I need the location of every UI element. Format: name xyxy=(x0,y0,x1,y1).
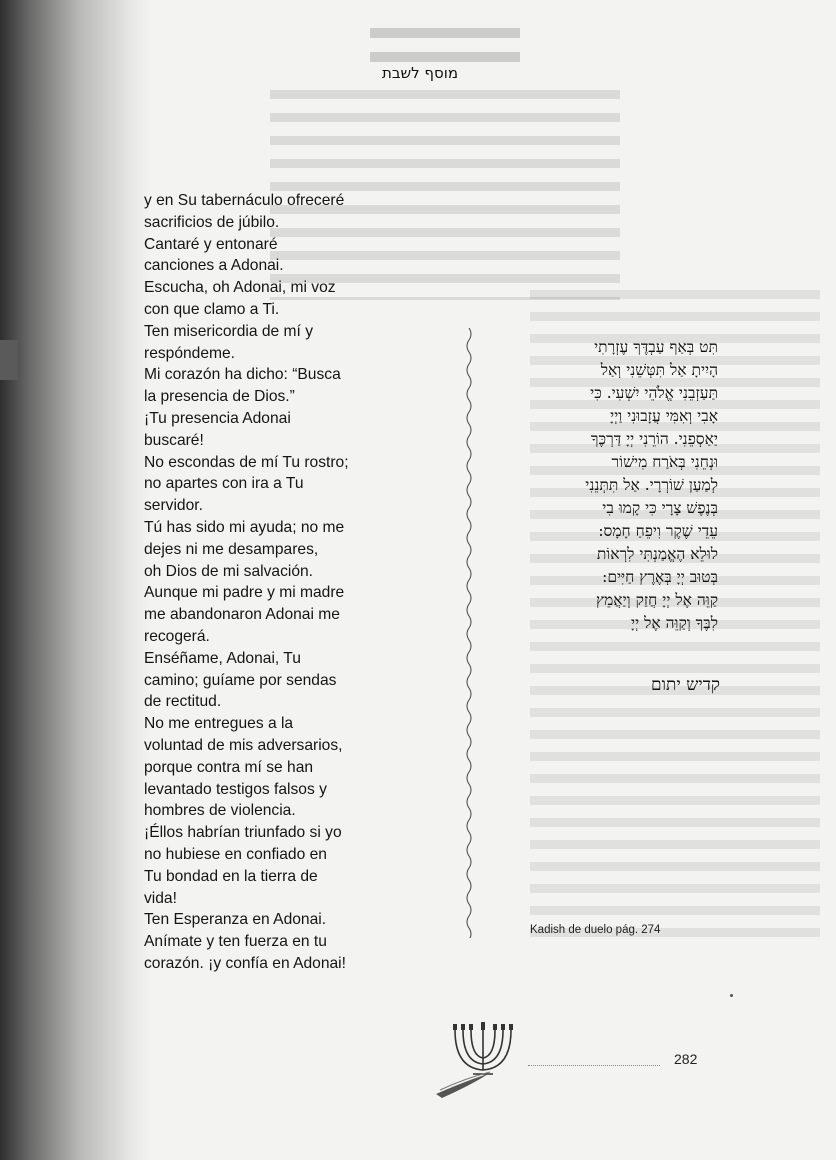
hebrew-line: תִּט בְּאַף עַבְדֶּךָ עֶזְרָתִי xyxy=(594,338,718,356)
spanish-line: ¡Éllos habrían triunfado si yo xyxy=(144,824,342,842)
binding-mark xyxy=(0,340,18,380)
spanish-line: Tú has sido mi ayuda; no me xyxy=(144,518,345,536)
spanish-translation-column xyxy=(144,190,384,975)
footer-dotted-rule xyxy=(528,1065,660,1066)
spanish-line: Aunque mi padre y mi madre xyxy=(144,584,345,602)
spanish-line: me abandonaron Adonai me xyxy=(144,606,340,624)
spanish-line: corazón. ¡y confía en Adonai! xyxy=(144,954,346,972)
spanish-line: la presencia de Dios.” xyxy=(144,388,295,406)
page-title-hebrew: מוסף לשבת xyxy=(381,64,459,82)
hebrew-line: יַאַסְפֵנִי. הוֹרֵנִי יְיָ דַּרְכֶּךָ xyxy=(590,430,718,448)
spanish-line: Tu bondad en la tierra de xyxy=(144,867,318,885)
spanish-line: no hubiese en confiado en xyxy=(144,845,327,863)
hebrew-line: לוּלֵא הֶאֱמַנְתִּי לִרְאוֹת xyxy=(596,545,718,563)
kadish-page-reference: Kadish de duelo pág. 274 xyxy=(530,924,661,936)
spanish-line: porque contra mí se han xyxy=(144,758,314,776)
spanish-line: Enséñame, Adonai, Tu xyxy=(144,649,301,667)
spanish-line: Ten misericordia de mí y xyxy=(144,322,313,340)
spanish-line: canciones a Adonai. xyxy=(144,257,284,275)
spanish-line: oh Dios de mi salvación. xyxy=(144,562,314,580)
hebrew-line: בְּנֶפֶשׁ צָרָי כִּי קָמוּ בִי xyxy=(602,499,718,517)
menorah-icon xyxy=(428,1018,538,1100)
spanish-line: no apartes con ira a Tu xyxy=(144,475,304,493)
hebrew-line: תַּעַזְבֵנִי אֱלֹהֵי יִשְׁעִי. כִּי xyxy=(590,384,718,402)
hebrew-line: וּנְחֵנִי בְּאֹרַח מִישׁוֹר xyxy=(611,453,718,471)
spanish-line: No me entregues a la xyxy=(144,715,294,733)
spanish-line: sacrificios de júbilo. xyxy=(144,213,280,231)
page-number: 282 xyxy=(674,1051,698,1067)
spanish-line: Cantaré y entonaré xyxy=(144,235,278,253)
hebrew-line: עֵדֵי שֶׁקֶר וִיפֵחַ חָמָס: xyxy=(598,522,718,540)
spanish-line: Mi corazón ha dicho: “Busca xyxy=(144,366,341,384)
spanish-line: recogerá. xyxy=(144,627,210,645)
spanish-line: de rectitud. xyxy=(144,693,222,711)
spanish-line: levantado testigos falsos y xyxy=(144,780,327,798)
hebrew-line: אָבִי וְאִמִּי עֲזָבוּנִי וַיְיָ xyxy=(610,407,718,425)
scan-speck xyxy=(730,994,733,997)
spanish-line: camino; guíame por sendas xyxy=(144,671,337,689)
hebrew-line: הָיִיתָ אַל תִּטְּשֵׁנִי וְאַל xyxy=(600,361,718,379)
spanish-line: No escondas de mí Tu rostro; xyxy=(144,453,349,471)
column-divider-wavy xyxy=(462,328,476,938)
spanish-line: respóndeme. xyxy=(144,344,236,362)
hebrew-line: בְּטוּב יְיָ בְּאֶרֶץ חַיִּים: xyxy=(602,568,718,586)
hebrew-line: לְמַעַן שׁוֹרְרָי. אַל תִּתְּנֵנִי xyxy=(585,476,718,494)
spanish-line: Escucha, oh Adonai, mi voz xyxy=(144,279,336,297)
spanish-line: Ten Esperanza en Adonai. xyxy=(144,911,327,929)
spanish-line: y en Su tabernáculo ofreceré xyxy=(144,192,345,209)
spanish-line: buscaré! xyxy=(144,431,204,449)
spanish-line: voluntad de mis adversarios, xyxy=(144,736,343,754)
spanish-line: hombres de violencia. xyxy=(144,802,296,820)
spanish-line: dejes ni me desampares, xyxy=(144,540,319,558)
hebrew-line: קַוֵּה אֶל יְיָ חֲזַק וְיַאֲמֵץ xyxy=(596,591,718,609)
binding-gutter-shadow xyxy=(0,0,150,1160)
kadish-heading-hebrew: קדיש יתום xyxy=(651,675,720,695)
spanish-line: vida! xyxy=(144,889,177,907)
spanish-line: servidor. xyxy=(144,497,203,515)
spanish-line: con que clamo a Ti. xyxy=(144,300,280,318)
hebrew-text-column xyxy=(486,336,718,635)
spanish-line: Anímate y ten fuerza en tu xyxy=(144,933,327,951)
hebrew-line: לִבֶּךָ וְקַוֵּה אֶל יְיָ xyxy=(631,614,718,632)
spanish-line: ¡Tu presencia Adonai xyxy=(144,409,291,427)
